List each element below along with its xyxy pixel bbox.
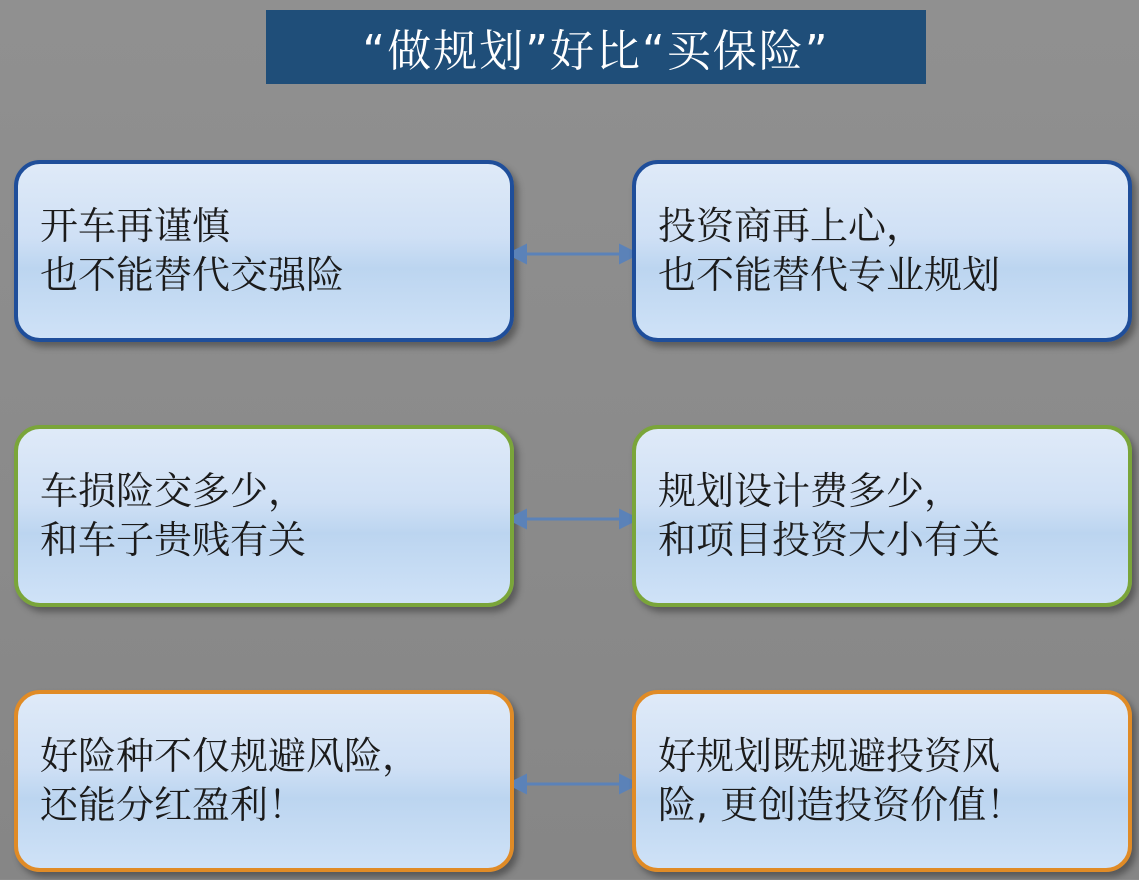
slide-title-bar	[266, 10, 926, 84]
comparison-row-3	[0, 690, 1139, 880]
box-row3-left[interactable]	[14, 690, 514, 872]
box-row1-left-line1: 开车再谨慎	[40, 204, 231, 249]
box-row3-right[interactable]	[632, 690, 1132, 872]
box-row2-left-line2: 和车子贵贱有关	[40, 518, 307, 562]
box-row1-right-line2: 也不能替代专业规划	[658, 253, 1001, 297]
box-row3-left-line2: 还能分红盈利！	[40, 783, 307, 827]
page-title: “做规划”好比“买保险”	[362, 26, 830, 77]
comparison-row-1	[0, 160, 1139, 350]
box-row1-right[interactable]	[632, 160, 1132, 342]
box-row2-right-line1: 规划设计费多少，	[658, 469, 963, 514]
box-row3-right-line2: 险, 更创造投资价值！	[658, 783, 1025, 827]
box-row2-right[interactable]	[632, 425, 1132, 607]
box-row3-right-line1: 好规划既规避投资风	[658, 734, 1001, 779]
box-row2-left-line1: 车损险交多少，	[40, 469, 307, 514]
double-arrow-icon-row1	[514, 242, 632, 266]
box-row1-left-line2: 也不能替代交强险	[40, 253, 345, 297]
box-row2-right-line2: 和项目投资大小有关	[658, 518, 1001, 562]
double-arrow-icon-row2	[514, 507, 632, 531]
box-row1-right-line1: 投资商再上心，	[658, 204, 925, 249]
box-row3-left-line1: 好险种不仅规避风险，	[40, 734, 421, 779]
box-row2-left[interactable]	[14, 425, 514, 607]
box-row1-left[interactable]	[14, 160, 514, 342]
comparison-row-2	[0, 425, 1139, 615]
double-arrow-icon-row3	[514, 772, 632, 796]
